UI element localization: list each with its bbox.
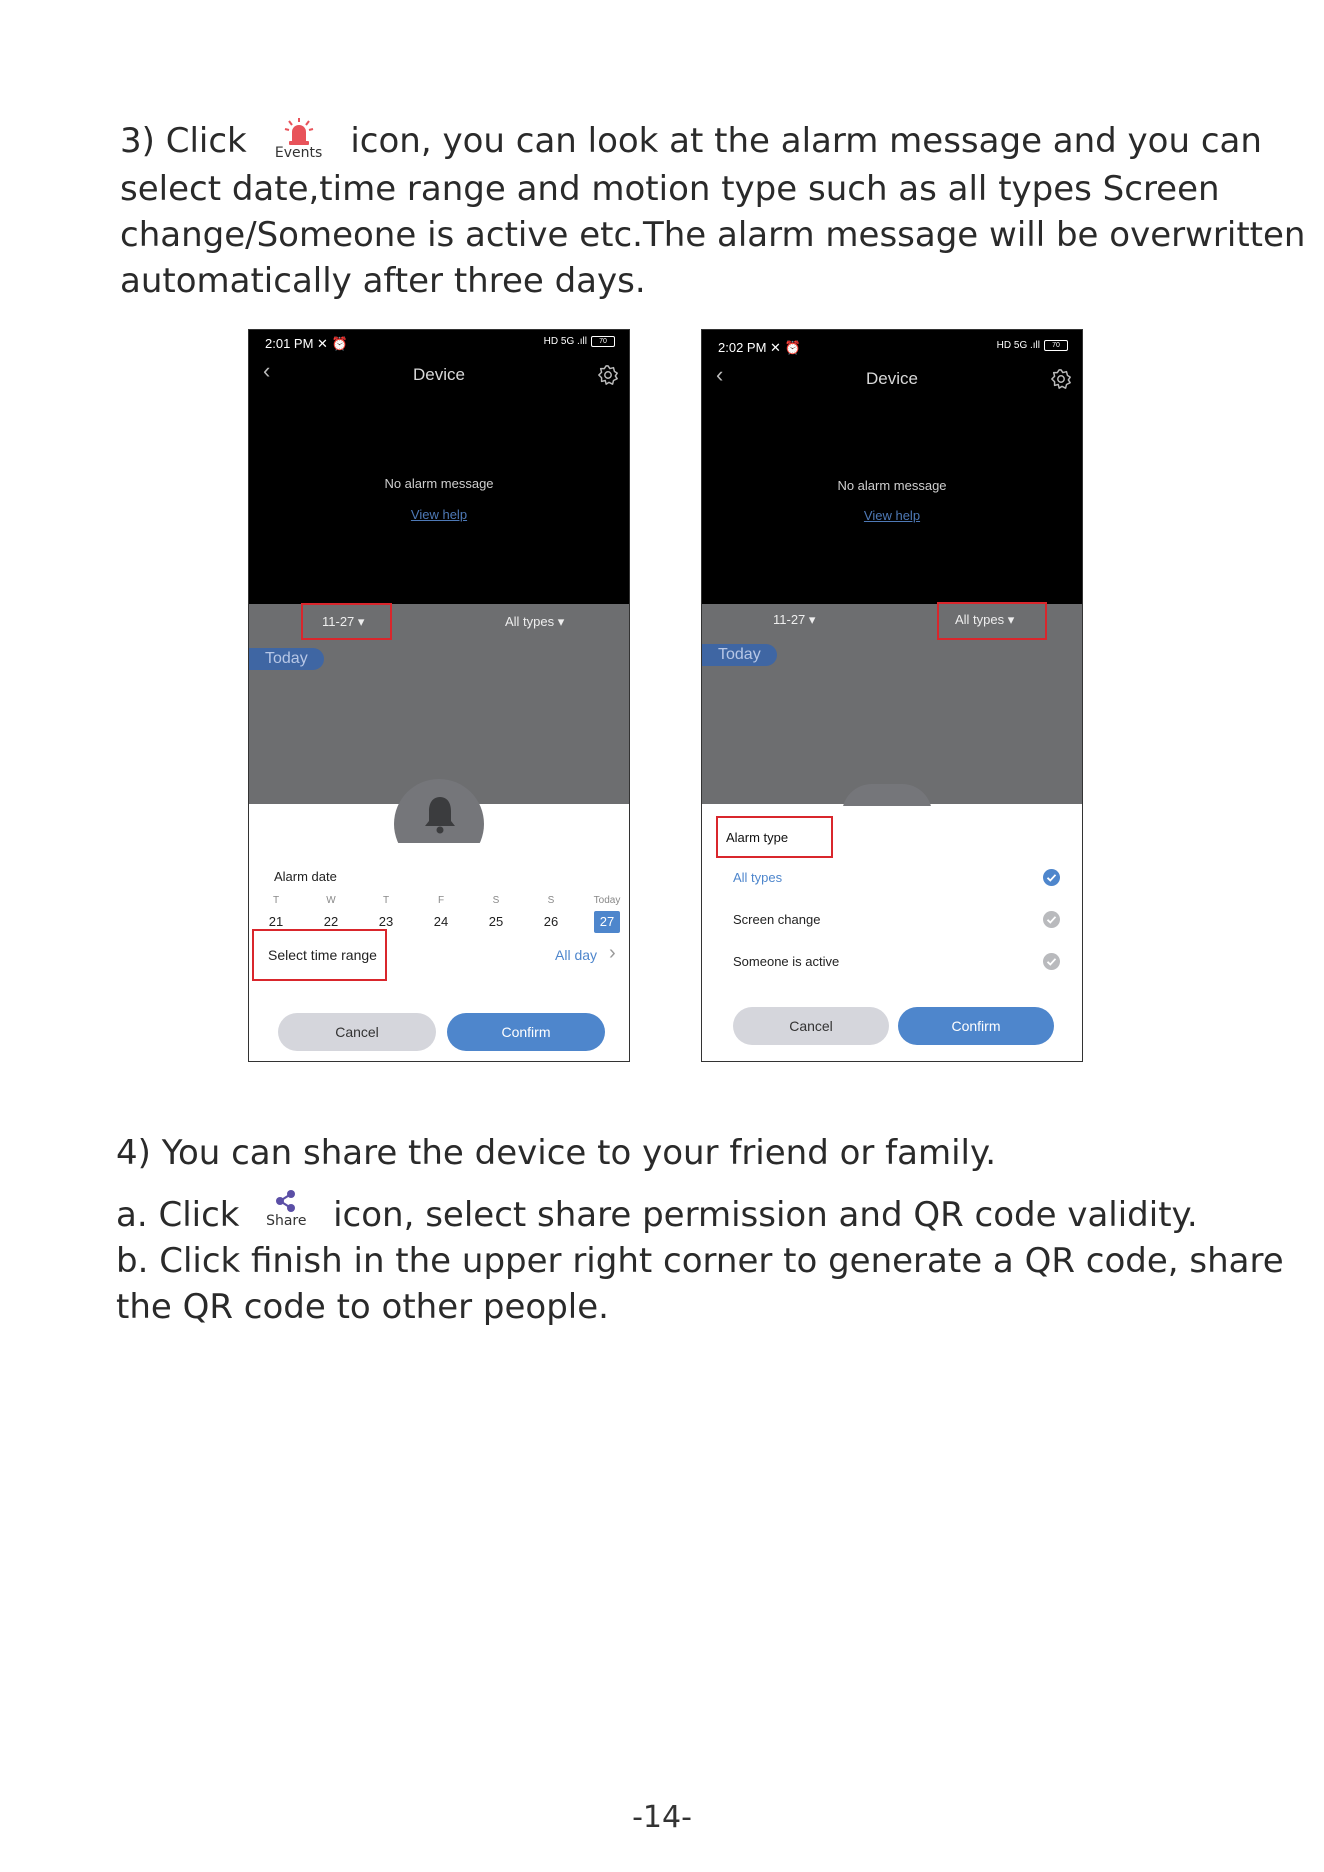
no-alarm-text: No alarm message bbox=[384, 476, 494, 491]
page-number: -14- bbox=[632, 1800, 692, 1835]
day-of-week-label: Today bbox=[593, 895, 621, 906]
step4-line-b1: b. Click finish in the upper right corner to generate a QR code, share bbox=[116, 1241, 1284, 1281]
alarm-siren-icon bbox=[284, 117, 314, 145]
back-icon[interactable]: ‹ bbox=[263, 358, 271, 383]
alarm-date-sheet bbox=[249, 843, 629, 1061]
page-title: Device bbox=[866, 369, 918, 388]
all-day-value[interactable]: All day bbox=[555, 947, 598, 963]
step3-line2: select date,time range and motion type such as all types Screen bbox=[120, 169, 1220, 209]
cancel-button[interactable]: Cancel bbox=[733, 1007, 889, 1045]
step3-line3: change/Someone is active etc.The alarm message will be overwritten bbox=[120, 215, 1306, 255]
day-number[interactable]: 25 bbox=[488, 914, 504, 929]
video-area bbox=[702, 330, 1082, 604]
event-list-area bbox=[702, 604, 1082, 804]
day-number[interactable]: 23 bbox=[378, 914, 394, 929]
no-alarm-text: No alarm message bbox=[837, 478, 947, 493]
alarm-type-sheet bbox=[702, 806, 1082, 1061]
share-nodes-icon bbox=[273, 1189, 299, 1213]
day-of-week-label: F bbox=[437, 895, 445, 906]
option-all-types[interactable]: All types bbox=[733, 870, 783, 885]
events-icon: Events bbox=[268, 119, 330, 165]
status-time: 2:01 PM ✕ ⏰ bbox=[265, 336, 348, 351]
status-icons: HD 5G .ıll 70 bbox=[997, 340, 1068, 351]
date-filter[interactable]: 11-27 ▾ bbox=[773, 612, 816, 627]
highlight-date-filter bbox=[301, 603, 392, 640]
step4-heading: 4) You can share the device to your friend or family. bbox=[116, 1133, 997, 1173]
bell-icon bbox=[421, 794, 459, 834]
check-selected-icon[interactable] bbox=[1043, 869, 1060, 886]
today-label: Today bbox=[702, 644, 777, 666]
page-title: Device bbox=[413, 365, 465, 384]
share-icon: Share bbox=[260, 1193, 312, 1239]
check-unselected-icon[interactable] bbox=[1043, 911, 1060, 928]
status-icons: HD 5G .ıll 70 bbox=[544, 336, 615, 347]
day-number[interactable]: 21 bbox=[268, 914, 284, 929]
option-someone-active[interactable]: Someone is active bbox=[733, 954, 840, 969]
sheet-title: Alarm date bbox=[274, 869, 337, 884]
confirm-button[interactable]: Confirm bbox=[447, 1013, 605, 1051]
step4-line-a: a. Click Share icon, select share permission and QR code validity. bbox=[116, 1192, 1198, 1239]
check-unselected-icon[interactable] bbox=[1043, 953, 1060, 970]
gear-icon[interactable] bbox=[597, 364, 619, 386]
phone-screenshot-alarm-date bbox=[248, 329, 630, 1062]
chevron-right-icon[interactable]: › bbox=[609, 942, 616, 964]
day-number[interactable]: 22 bbox=[323, 914, 339, 929]
today-label: Today bbox=[249, 648, 324, 670]
gear-icon[interactable] bbox=[1050, 368, 1072, 390]
option-screen-change[interactable]: Screen change bbox=[733, 912, 821, 927]
date-filter[interactable]: 11-27 ▾ bbox=[322, 614, 365, 629]
day-of-week-label: S bbox=[492, 895, 500, 906]
day-number[interactable]: 24 bbox=[433, 914, 449, 929]
status-time: 2:02 PM ✕ ⏰ bbox=[718, 340, 801, 355]
day-of-week-label: T bbox=[272, 895, 280, 906]
step4-line-b2: the QR code to other people. bbox=[116, 1287, 609, 1327]
highlight-alarm-type-title bbox=[716, 816, 833, 858]
type-filter[interactable]: All types ▾ bbox=[955, 612, 1015, 627]
confirm-button[interactable]: Confirm bbox=[898, 1007, 1054, 1045]
select-time-range-label[interactable]: Select time range bbox=[268, 947, 377, 963]
day-number-selected[interactable]: 27 bbox=[594, 911, 620, 933]
step3-line4: automatically after three days. bbox=[120, 261, 646, 301]
day-of-week-label: W bbox=[326, 895, 336, 906]
step3-line1: 3) Click Events icon, you can look at the alarm message and you can bbox=[120, 118, 1262, 165]
sheet-title: Alarm type bbox=[726, 830, 789, 845]
type-filter[interactable]: All types ▾ bbox=[505, 614, 565, 629]
cancel-button[interactable]: Cancel bbox=[278, 1013, 436, 1051]
day-of-week-label: T bbox=[382, 895, 390, 906]
day-of-week-label: S bbox=[547, 895, 555, 906]
view-help-link[interactable]: View help bbox=[410, 507, 468, 522]
event-list-area bbox=[249, 604, 629, 804]
highlight-type-filter bbox=[937, 602, 1047, 640]
day-number[interactable]: 26 bbox=[543, 914, 559, 929]
back-icon[interactable]: ‹ bbox=[716, 362, 724, 387]
phone-screenshot-alarm-type bbox=[701, 329, 1083, 1062]
highlight-time-range bbox=[252, 929, 387, 981]
view-help-link[interactable]: View help bbox=[863, 508, 921, 523]
video-area bbox=[249, 330, 629, 604]
